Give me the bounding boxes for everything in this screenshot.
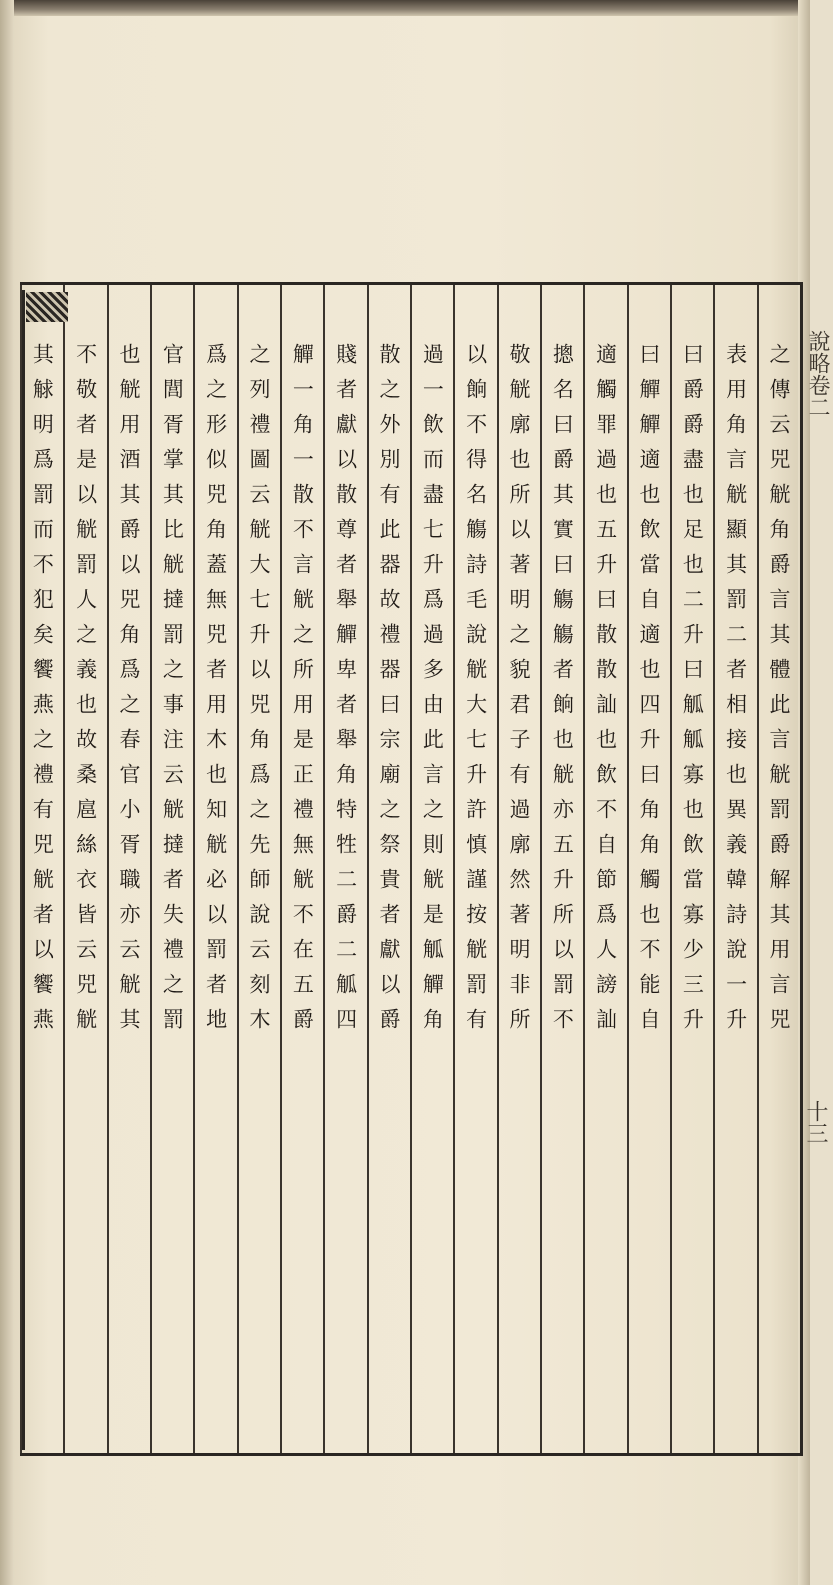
text-column [367,285,410,1453]
text-column [63,285,106,1453]
text-column [20,285,63,1453]
column-text: 之傳云兕觥角爵言其體此言觥罰爵解其用言兕 [766,343,791,1043]
column-text: 其觩明爲罰而不犯矣饗燕之禮有兕觥者以饗燕 [30,343,55,1043]
column-text: 爲之形似兕角蓋無兕者用木也知觥必以罰者地 [203,343,228,1043]
page-top-edge [0,0,810,16]
column-text: 適觸罪過也五升曰散散訕也飲不自節爲人謗訕 [593,343,618,1043]
column-text: 不敬者是以觥罰人之義也故桑扈絲衣皆云兕觥 [73,343,98,1043]
text-column [670,285,713,1453]
page-number: 十三 [803,1100,828,1144]
text-column [540,285,583,1453]
text-column [713,285,756,1453]
text-column [497,285,540,1453]
text-frame [20,282,803,1456]
text-column [583,285,626,1453]
text-column [150,285,193,1453]
column-text: 也觥用酒其爵以兕角爲之春官小胥職亦云觥其 [116,343,141,1043]
text-column [107,285,150,1453]
column-text: 曰爵爵盡也足也二升曰觚觚寡也飲當寡少三升 [680,343,705,1043]
column-text: 表用角言觥顯其罰二者相接也異義韓詩說一升 [723,343,748,1043]
text-column [627,285,670,1453]
margin-title: 說略卷二 [805,330,830,418]
text-column [323,285,366,1453]
column-text: 賤者獻以散尊者舉觶卑者舉角特牲二爵二觚四 [333,343,358,1043]
column-text: 過一飲而盡七升爲過多由此言之則觥是觚觶角 [420,343,445,1043]
text-column [280,285,323,1453]
text-column [237,285,280,1453]
column-text: 觶一角一散不言觥之所用是正禮無觥不在五爵 [290,343,315,1043]
frame-left-rule [22,290,25,1450]
text-column [410,285,453,1453]
column-text: 敬觥廓也所以著明之貌君子有過廓然著明非所 [506,343,531,1043]
column-text: 之列禮圖云觥大七升以兕角爲之先師說云刻木 [246,343,271,1043]
corner-ornament [26,292,68,322]
page-spine [0,0,14,1585]
column-text: 官閭胥掌其比觥撻罰之事注云觥撻者失禮之罰 [160,343,185,1043]
text-column [453,285,496,1453]
column-text: 散之外別有此器故禮器曰宗廟之祭貴者獻以爵 [376,343,401,1043]
column-text: 摠名曰爵其實曰觴觴者餉也觥亦五升所以罰不 [550,343,575,1043]
column-text: 以餉不得名觴詩毛說觥大七升許慎謹按觥罰有 [463,343,488,1043]
text-column [757,285,800,1453]
text-column [193,285,236,1453]
column-text: 曰觶觶適也飲當自適也四升曰角角觸也不能自 [636,343,661,1043]
